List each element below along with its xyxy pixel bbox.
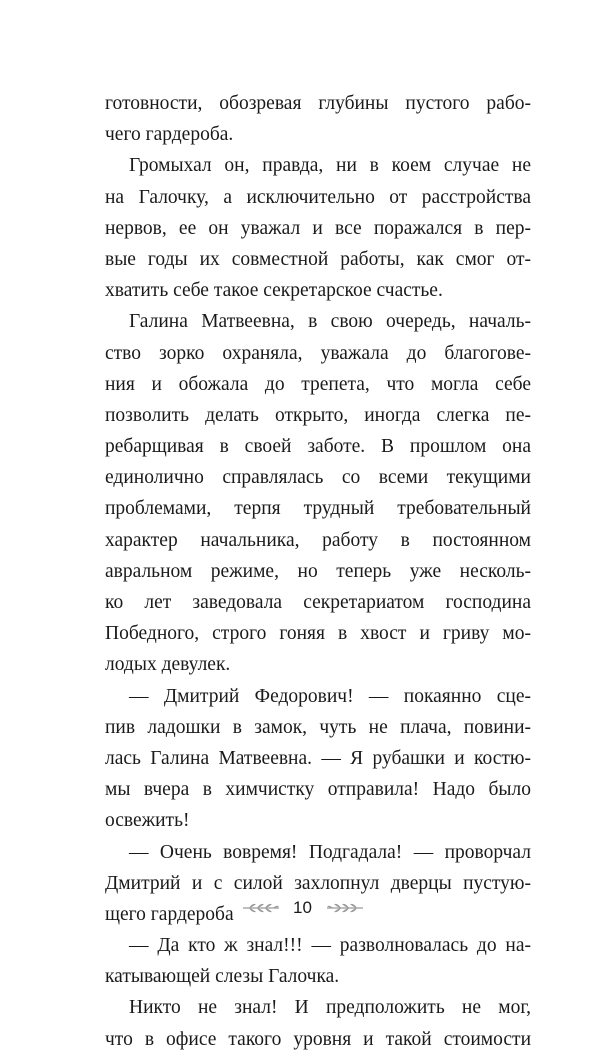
- text-line: мы вчера в химчистку отправила! Надо было: [105, 779, 531, 801]
- text-line: позволить делать открыто, иногда слегка пе-: [105, 404, 531, 426]
- text-line: характер начальника, работу в постоянном: [105, 529, 531, 551]
- text-line: вые годы их совместной работы, как смог от-: [105, 248, 531, 270]
- text-line: единолично справлялась со всеми текущими: [105, 467, 531, 489]
- text-line: ство зорко охраняла, уважала до благогове-: [105, 342, 531, 364]
- text-line: — Дмитрий Федорович! — покаянно сце-: [129, 685, 531, 707]
- text-line: — Да кто ж знал!!! — разволновалась до на-: [129, 935, 531, 957]
- text-line: Галина Матвеевна, в свою очередь, началь-: [129, 311, 531, 333]
- right-leaf-ornament-icon: [325, 901, 365, 915]
- text-line: готовности, обозревая глубины пустого рабо-: [105, 93, 531, 114]
- page-number: 10: [293, 898, 312, 917]
- text-line: проблемами, терпя трудный требовательный: [105, 498, 531, 520]
- text-line: лодых девулек.: [105, 654, 231, 676]
- text-line: Никто не знал! И предположить не мог,: [129, 997, 531, 1019]
- text-line: ния и обожала до трепета, что могла себе: [105, 373, 531, 395]
- text-line: чего гардероба.: [105, 124, 234, 146]
- text-line: катывающей слезы Галочка.: [105, 966, 340, 988]
- text-line: Дмитрий и с силой захлопнул дверцы пустую-: [105, 872, 531, 894]
- text-line: освежить!: [105, 810, 190, 832]
- text-line: ко лет заведовала секретариатом господина: [105, 592, 531, 613]
- text-line: лась Галина Матвеевна. — Я рубашки и костю-: [105, 747, 531, 769]
- text-line: Громыхал он, правда, ни в коем случае не: [129, 155, 531, 177]
- text-line: авральном режиме, но теперь уже несколь-: [105, 560, 531, 582]
- page-footer: [0, 893, 605, 923]
- text-line: на Галочку, а исключительно от расстройства: [105, 186, 531, 208]
- text-line: нервов, ее он уважал и все поражался в пер-: [105, 217, 531, 239]
- text-line: щего гардероба: [105, 903, 234, 925]
- text-line: пив ладошки в замок, чуть не плача, повини-: [105, 716, 531, 738]
- text-line: что в офисе такого уровня и такой стоимости: [105, 1028, 531, 1050]
- text-line: Победного, строго гоняя в хвост и гриву мо-: [105, 623, 531, 645]
- left-leaf-ornament-icon: [241, 901, 281, 915]
- text-line: — Очень вовремя! Подгадала! — проворчал: [129, 841, 531, 863]
- text-line: ребарщивая в своей заботе. В прошлом она: [105, 436, 531, 458]
- text-line: хватить себе такое секретарское счастье.: [105, 280, 443, 302]
